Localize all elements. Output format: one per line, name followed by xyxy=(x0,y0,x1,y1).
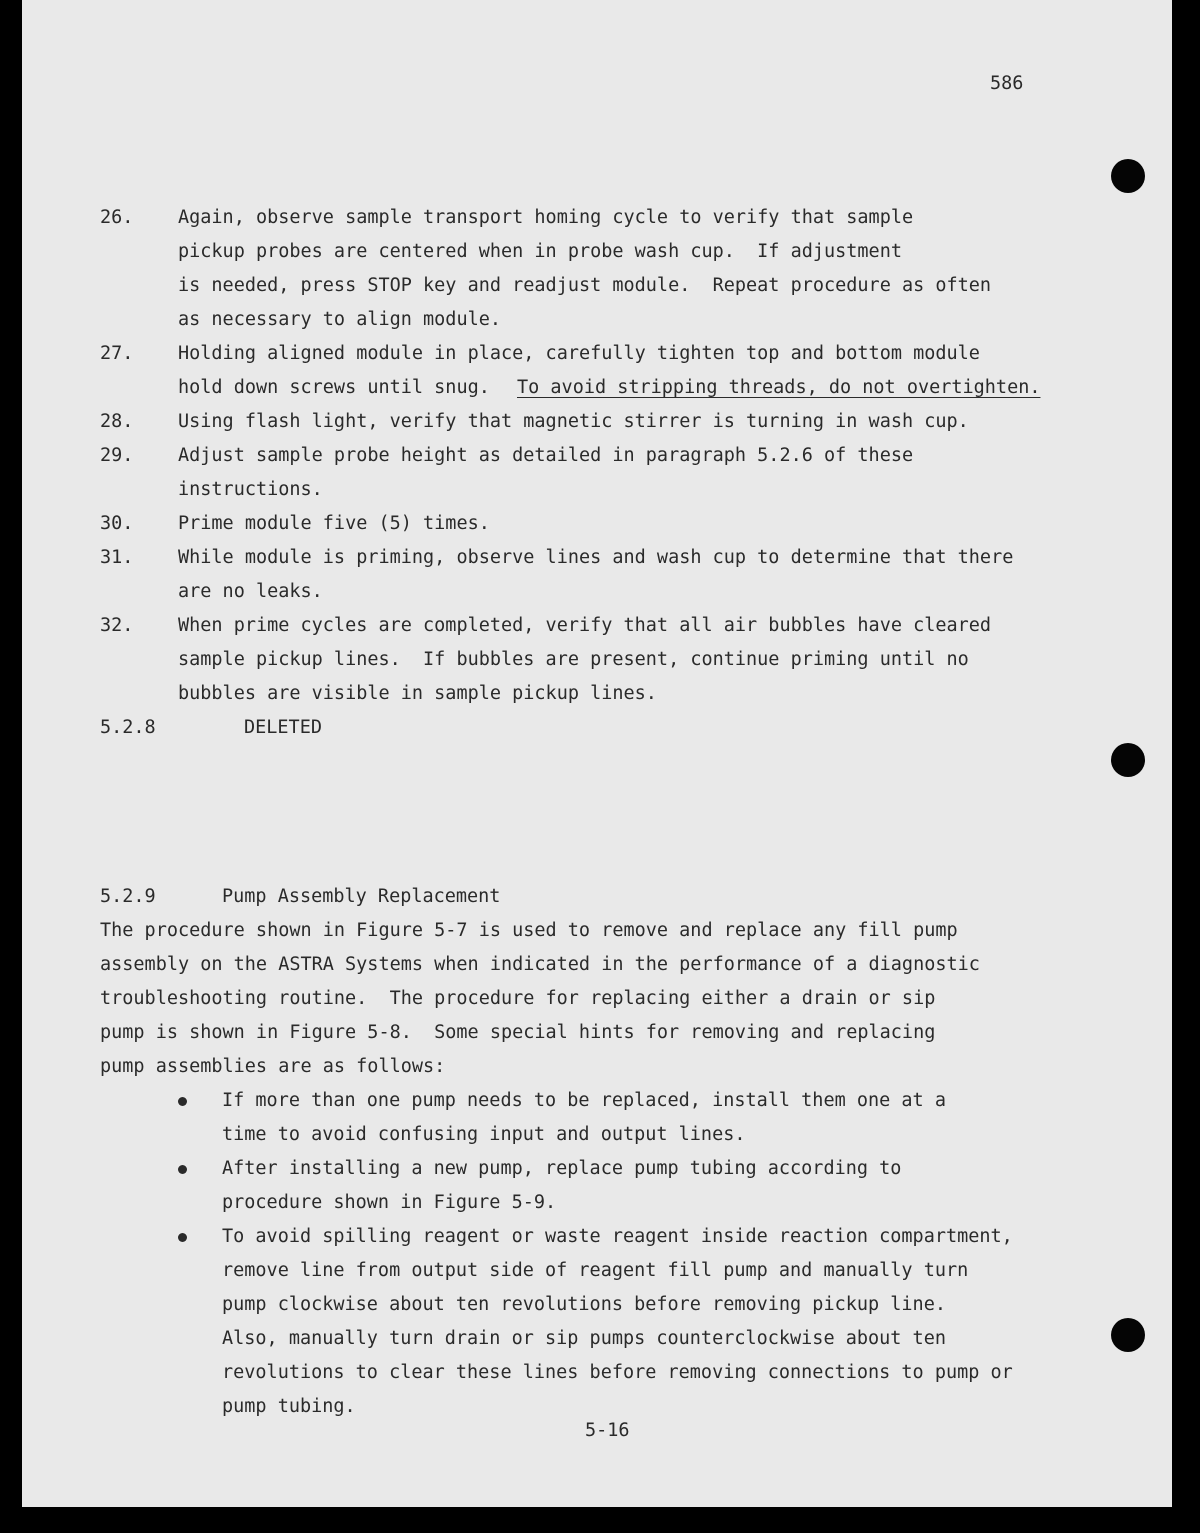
step-line: Adjust sample probe height as detailed in paragraph 5.2.6 of these xyxy=(178,445,914,466)
section-number: 5.2.9 xyxy=(100,886,156,907)
section-number: 5.2.8 xyxy=(100,717,156,738)
bullet-line: pump clockwise about ten revolutions before removing pickup line. xyxy=(222,1294,946,1315)
binder-hole xyxy=(1111,1318,1145,1352)
step-number: 32. xyxy=(100,615,134,636)
bullet-line: If more than one pump needs to be replaced, install them one at a xyxy=(222,1090,946,1111)
step-line: While module is priming, observe lines and wash cup to determine that there xyxy=(178,547,1014,568)
paragraph-line: The procedure shown in Figure 5-7 is used to remove and replace any fill pump xyxy=(100,920,958,941)
binder-hole xyxy=(1111,743,1145,777)
step-line: as necessary to align module. xyxy=(178,309,502,330)
paragraph-line: assembly on the ASTRA Systems when indicated in the performance of a diagnostic xyxy=(100,954,980,975)
step-number: 31. xyxy=(100,547,134,568)
page-footer: 5-16 xyxy=(585,1420,630,1441)
step-line: instructions. xyxy=(178,479,323,500)
bullet-line: time to avoid confusing input and output lines. xyxy=(222,1124,746,1145)
bullet-line: remove line from output side of reagent fill pump and manually turn xyxy=(222,1260,969,1281)
paragraph-line: pump assemblies are as follows: xyxy=(100,1056,446,1077)
bullet-line: To avoid spilling reagent or waste reagent inside reaction compartment, xyxy=(222,1226,1013,1247)
bullet-icon xyxy=(178,1097,187,1106)
step-number: 28. xyxy=(100,411,134,432)
paragraph-line: pump is shown in Figure 5-8. Some special hints for removing and replacing xyxy=(100,1022,936,1043)
step-line: bubbles are visible in sample pickup lines. xyxy=(178,683,657,704)
step-number: 29. xyxy=(100,445,134,466)
step-line: hold down screws until snug. xyxy=(178,377,490,398)
step-line: Again, observe sample transport homing cycle to verify that sample xyxy=(178,207,914,228)
bullet-line: After installing a new pump, replace pump tubing according to xyxy=(222,1158,902,1179)
page-number: 586 xyxy=(990,73,1024,94)
step-number: 27. xyxy=(100,343,134,364)
step-line: Holding aligned module in place, carefully tighten top and bottom module xyxy=(178,343,980,364)
section-title: DELETED xyxy=(244,717,322,738)
step-line: sample pickup lines. If bubbles are present, continue priming until no xyxy=(178,649,969,670)
step-line: are no leaks. xyxy=(178,581,323,602)
step-number: 30. xyxy=(100,513,134,534)
step-line: pickup probes are centered when in probe wash cup. If adjustment xyxy=(178,241,902,262)
warning-underlined-text: To avoid stripping threads, do not overtighten. xyxy=(517,377,1041,398)
bullet-icon xyxy=(178,1233,187,1242)
step-line: When prime cycles are completed, verify that all air bubbles have cleared xyxy=(178,615,992,636)
bullet-line: procedure shown in Figure 5-9. xyxy=(222,1192,557,1213)
step-number: 26. xyxy=(100,207,134,228)
section-title: Pump Assembly Replacement xyxy=(222,886,501,907)
bullet-line: revolutions to clear these lines before removing connections to pump or xyxy=(222,1362,1013,1383)
step-line: Prime module five (5) times. xyxy=(178,513,490,534)
step-line: is needed, press STOP key and readjust module. Repeat procedure as often xyxy=(178,275,992,296)
paragraph-line: troubleshooting routine. The procedure for replacing either a drain or sip xyxy=(100,988,936,1009)
bullet-line: Also, manually turn drain or sip pumps counterclockwise about ten xyxy=(222,1328,946,1349)
binder-hole xyxy=(1111,159,1145,193)
bullet-line: pump tubing. xyxy=(222,1396,356,1417)
step-line: Using flash light, verify that magnetic stirrer is turning in wash cup. xyxy=(178,411,969,432)
bullet-icon xyxy=(178,1165,187,1174)
